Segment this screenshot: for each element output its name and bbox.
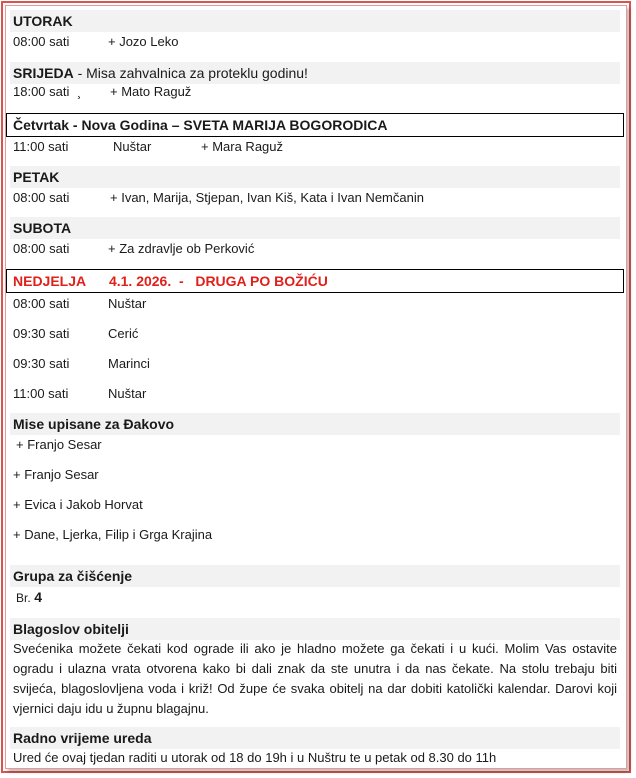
mass-time: 11:00 sati bbox=[13, 139, 69, 154]
srijeda-note: - Misa zahvalnica za proteklu godinu! bbox=[77, 65, 308, 81]
row-subota bbox=[13, 240, 254, 258]
mass-place: Marinci bbox=[108, 356, 150, 371]
list-item: + Evica i Jakob Horvat bbox=[13, 497, 143, 512]
mass-place: Nuštar bbox=[108, 386, 147, 401]
mass-intent: + Mara Raguž bbox=[201, 139, 284, 154]
mass-intent: + Jozo Leko bbox=[108, 34, 179, 49]
mass-time: 08:00 sati bbox=[13, 190, 70, 205]
header-nedjelja: NEDJELJA 4.1. 2026. - DRUGA PO BOŽIĆU bbox=[6, 269, 624, 293]
mass-time: 11:00 sati bbox=[13, 386, 69, 401]
mass-intent: + Ivan, Marija, Stjepan, Ivan Kiš, Kata i Ivan Nemčanin bbox=[110, 190, 424, 205]
header-petak: PETAK bbox=[10, 166, 620, 188]
header-ured: Radno vrijeme ureda bbox=[10, 727, 620, 749]
mass-place: Cerić bbox=[108, 326, 139, 341]
mass-time: 08:00 sati bbox=[13, 296, 70, 311]
mass-place: Nuštar bbox=[113, 139, 152, 154]
header-subota: SUBOTA bbox=[10, 217, 620, 239]
mass-time: 18:00 sati bbox=[13, 84, 70, 99]
row-petak bbox=[13, 189, 424, 207]
blagoslov-text: Svećenika možete čekati kod ograde ili ako je hladno možete ga čekati i u kući. Molim Vas ostavite ogradu i ulazna vrata otvorena kako bi dali znak da ste unutra i da nas čekate. Na stolu trebaju biti svijeća, blagoslovljena voda i križ! Od župe će svaka obitelj na dar dobiti katolički kalendar. Darovi koji vjernici daju idu u župnu blagajnu. bbox=[13, 641, 617, 716]
srijeda-mark: ¸ bbox=[77, 84, 82, 99]
row-nedjelja-3 bbox=[13, 355, 150, 373]
mass-time: 08:00 sati bbox=[13, 241, 70, 256]
mass-time: 09:30 sati bbox=[13, 356, 70, 371]
mass-place: Nuštar bbox=[108, 296, 147, 311]
list-item: + Dane, Ljerka, Filip i Grga Krajina bbox=[13, 527, 213, 542]
header-cetvrtak: Četvrtak - Nova Godina – SVETA MARIJA BOGORODICA bbox=[6, 113, 624, 137]
group-label: Br. bbox=[16, 591, 31, 605]
row-nedjelja-2 bbox=[13, 325, 138, 343]
mass-intent: + Mato Raguž bbox=[110, 84, 192, 99]
list-item: + Franjo Sesar bbox=[13, 467, 99, 482]
row-ciscenje bbox=[16, 588, 42, 607]
group-number: 4 bbox=[34, 589, 43, 605]
row-srijeda bbox=[13, 83, 191, 101]
header-blagoslov: Blagoslov obitelji bbox=[10, 618, 620, 640]
row-utorak bbox=[13, 33, 178, 51]
row-cetvrtak bbox=[13, 138, 283, 156]
header-djakovo: Mise upisane za Đakovo bbox=[10, 413, 620, 435]
mass-time: 09:30 sati bbox=[13, 326, 70, 341]
mass-time: 08:00 sati bbox=[13, 34, 70, 49]
list-item: + Franjo Sesar bbox=[16, 437, 102, 452]
header-utorak: UTORAK bbox=[10, 10, 620, 32]
row-nedjelja-4 bbox=[13, 385, 146, 403]
row-nedjelja-1 bbox=[13, 295, 146, 313]
ured-text: Ured će ovaj tjedan raditi u utorak od 18 do 19h i u Nuštru te u petak od 8.30 do 11h bbox=[13, 750, 497, 765]
header-ciscenje: Grupa za čišćenje bbox=[10, 565, 620, 587]
mass-intent: + Za zdravlje ob Perković bbox=[108, 241, 255, 256]
header-srijeda: SRIJEDA - Misa zahvalnica za proteklu godinu! bbox=[10, 62, 620, 84]
